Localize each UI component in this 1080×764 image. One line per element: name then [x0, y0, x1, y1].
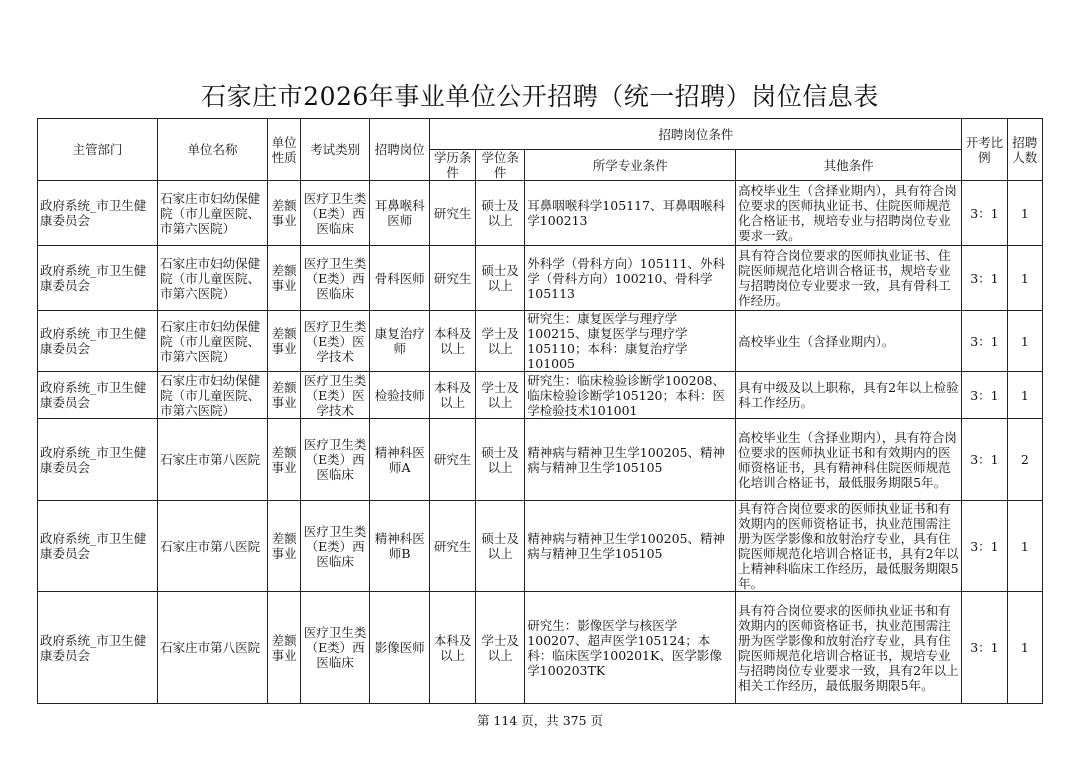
- cell-ratio: 3：1: [962, 501, 1007, 592]
- cell-edu: 研究生: [430, 246, 475, 311]
- cell-major: 外科学（骨科方向）105111、外科学（骨科方向）100210、骨科学105113: [525, 246, 736, 311]
- cell-unit: 石家庄市妇幼保健院（市儿童医院、市第六医院）: [158, 246, 268, 311]
- cell-unit: 石家庄市妇幼保健院（市儿童医院、市第六医院）: [158, 372, 268, 419]
- cell-degree: 硕士及以上: [475, 246, 524, 311]
- header-degree: 学位条件: [475, 150, 524, 181]
- cell-count: 1: [1007, 372, 1042, 419]
- cell-dept: 政府系统_市卫生健康委员会: [38, 501, 158, 592]
- table-row: [38, 246, 1043, 311]
- cell-nature: 差额事业: [268, 592, 301, 704]
- cell-major: 耳鼻咽喉科学105117、耳鼻咽喉科学100213: [525, 181, 736, 246]
- cell-post: 精神科医师A: [369, 419, 430, 501]
- cell-nature: 差额事业: [268, 311, 301, 372]
- cell-exam: 医疗卫生类（E类）西医临床: [301, 246, 370, 311]
- cell-nature: 差额事业: [268, 246, 301, 311]
- cell-edu: 研究生: [430, 419, 475, 501]
- cell-post: 骨科医师: [369, 246, 430, 311]
- header-other: 其他条件: [736, 150, 962, 181]
- cell-other: 具有符合岗位要求的医师执业证书和有效期内的医师资格证书，执业范围需注册为医学影像和放射治疗专业，具有住院医师规范化培训合格证书，规培专业与招聘岗位专业要求一致，具有2年以上相关工作经历，最低服务期限5年。: [736, 592, 962, 704]
- cell-degree: 学士及以上: [475, 372, 524, 419]
- cell-ratio: 3：1: [962, 311, 1007, 372]
- cell-unit: 石家庄市第八医院: [158, 501, 268, 592]
- cell-unit: 石家庄市第八医院: [158, 592, 268, 704]
- header-ratio: 开考比例: [962, 119, 1007, 181]
- cell-other: 具有符合岗位要求的医师执业证书和有效期内的医师资格证书，执业范围需注册为医学影像和放射治疗专业，具有住院医师规范化培训合格证书，具有2年以上精神科临床工作经历，最低服务期限5年。: [736, 501, 962, 592]
- table-row: [38, 419, 1043, 501]
- header-unit: 单位名称: [158, 119, 268, 181]
- cell-post: 康复治疗师: [369, 311, 430, 372]
- cell-unit: 石家庄市第八医院: [158, 419, 268, 501]
- cell-edu: 本科及以上: [430, 372, 475, 419]
- cell-exam: 医疗卫生类（E类）西医临床: [301, 592, 370, 704]
- cell-exam: 医疗卫生类（E类）西医临床: [301, 419, 370, 501]
- cell-degree: 学士及以上: [475, 311, 524, 372]
- table-row: [38, 372, 1043, 419]
- cell-count: 1: [1007, 592, 1042, 704]
- cell-edu: 研究生: [430, 181, 475, 246]
- cell-count: 1: [1007, 246, 1042, 311]
- cell-count: 1: [1007, 501, 1042, 592]
- cell-edu: 本科及以上: [430, 311, 475, 372]
- cell-exam: 医疗卫生类（E类）医学技术: [301, 311, 370, 372]
- header-dept: 主管部门: [38, 119, 158, 181]
- cell-nature: 差额事业: [268, 501, 301, 592]
- cell-nature: 差额事业: [268, 372, 301, 419]
- header-conditions: 招聘岗位条件: [430, 119, 962, 150]
- header-count: 招聘人数: [1007, 119, 1042, 181]
- cell-other: 高校毕业生（含择业期内），具有符合岗位要求的医师执业证书、住院医师规范化合格证书，规培专业与招聘岗位专业要求一致。: [736, 181, 962, 246]
- cell-dept: 政府系统_市卫生健康委员会: [38, 246, 158, 311]
- cell-post: 影像医师: [369, 592, 430, 704]
- header-edu: 学历条件: [430, 150, 475, 181]
- cell-major: 精神病与精神卫生学100205、精神病与精神卫生学105105: [525, 501, 736, 592]
- cell-dept: 政府系统_市卫生健康委员会: [38, 311, 158, 372]
- cell-count: 1: [1007, 181, 1042, 246]
- cell-dept: 政府系统_市卫生健康委员会: [38, 372, 158, 419]
- cell-exam: 医疗卫生类（E类）医学技术: [301, 372, 370, 419]
- cell-exam: 医疗卫生类（E类）西医临床: [301, 501, 370, 592]
- job-table: [37, 118, 1043, 704]
- table-row: [38, 181, 1043, 246]
- page-title: 石家庄市2026年事业单位公开招聘（统一招聘）岗位信息表: [201, 82, 879, 111]
- cell-post: 精神科医师B: [369, 501, 430, 592]
- cell-dept: 政府系统_市卫生健康委员会: [38, 181, 158, 246]
- cell-major: 研究生：康复医学与理疗学100215、康复医学与理疗学105110；本科：康复治疗学101005: [525, 311, 736, 372]
- cell-nature: 差额事业: [268, 181, 301, 246]
- table-row: [38, 311, 1043, 372]
- table-row: [38, 592, 1043, 704]
- cell-dept: 政府系统_市卫生健康委员会: [38, 592, 158, 704]
- cell-nature: 差额事业: [268, 419, 301, 501]
- cell-exam: 医疗卫生类（E类）西医临床: [301, 181, 370, 246]
- header-nature: 单位性质: [268, 119, 301, 181]
- cell-other: 高校毕业生（含择业期内），具有符合岗位要求的医师执业证书和有效期内的医师资格证书，具有精神科住院医师规范化培训合格证书，最低服务期限5年。: [736, 419, 962, 501]
- cell-count: 2: [1007, 419, 1042, 501]
- cell-ratio: 3：1: [962, 419, 1007, 501]
- header-exam: 考试类别: [301, 119, 370, 181]
- page-footer: 第 114 页，共 375 页: [476, 713, 604, 728]
- cell-other: 具有符合岗位要求的医师执业证书、住院医师规范化培训合格证书，规培专业与招聘岗位专业要求一致，具有骨科工作经历。: [736, 246, 962, 311]
- cell-post: 检验技师: [369, 372, 430, 419]
- cell-dept: 政府系统_市卫生健康委员会: [38, 419, 158, 501]
- cell-major: 研究生：影像医学与核医学100207、超声医学105124；本科：临床医学100201K、医学影像学100203TK: [525, 592, 736, 704]
- cell-post: 耳鼻喉科医师: [369, 181, 430, 246]
- cell-ratio: 3：1: [962, 372, 1007, 419]
- table-row: [38, 501, 1043, 592]
- cell-degree: 硕士及以上: [475, 501, 524, 592]
- cell-other: 高校毕业生（含择业期内）。: [736, 311, 962, 372]
- cell-ratio: 3：1: [962, 181, 1007, 246]
- cell-major: 研究生：临床检验诊断学100208、临床检验诊断学105120；本科：医学检验技术101001: [525, 372, 736, 419]
- cell-degree: 硕士及以上: [475, 419, 524, 501]
- header-major: 所学专业条件: [525, 150, 736, 181]
- cell-edu: 研究生: [430, 501, 475, 592]
- cell-other: 具有中级及以上职称，具有2年以上检验科工作经历。: [736, 372, 962, 419]
- cell-unit: 石家庄市妇幼保健院（市儿童医院、市第六医院）: [158, 181, 268, 246]
- cell-degree: 学士及以上: [475, 592, 524, 704]
- cell-degree: 硕士及以上: [475, 181, 524, 246]
- cell-major: 精神病与精神卫生学100205、精神病与精神卫生学105105: [525, 419, 736, 501]
- cell-unit: 石家庄市妇幼保健院（市儿童医院、市第六医院）: [158, 311, 268, 372]
- cell-edu: 本科及以上: [430, 592, 475, 704]
- header-post: 招聘岗位: [369, 119, 430, 181]
- cell-count: 1: [1007, 311, 1042, 372]
- cell-ratio: 3：1: [962, 592, 1007, 704]
- cell-ratio: 3：1: [962, 246, 1007, 311]
